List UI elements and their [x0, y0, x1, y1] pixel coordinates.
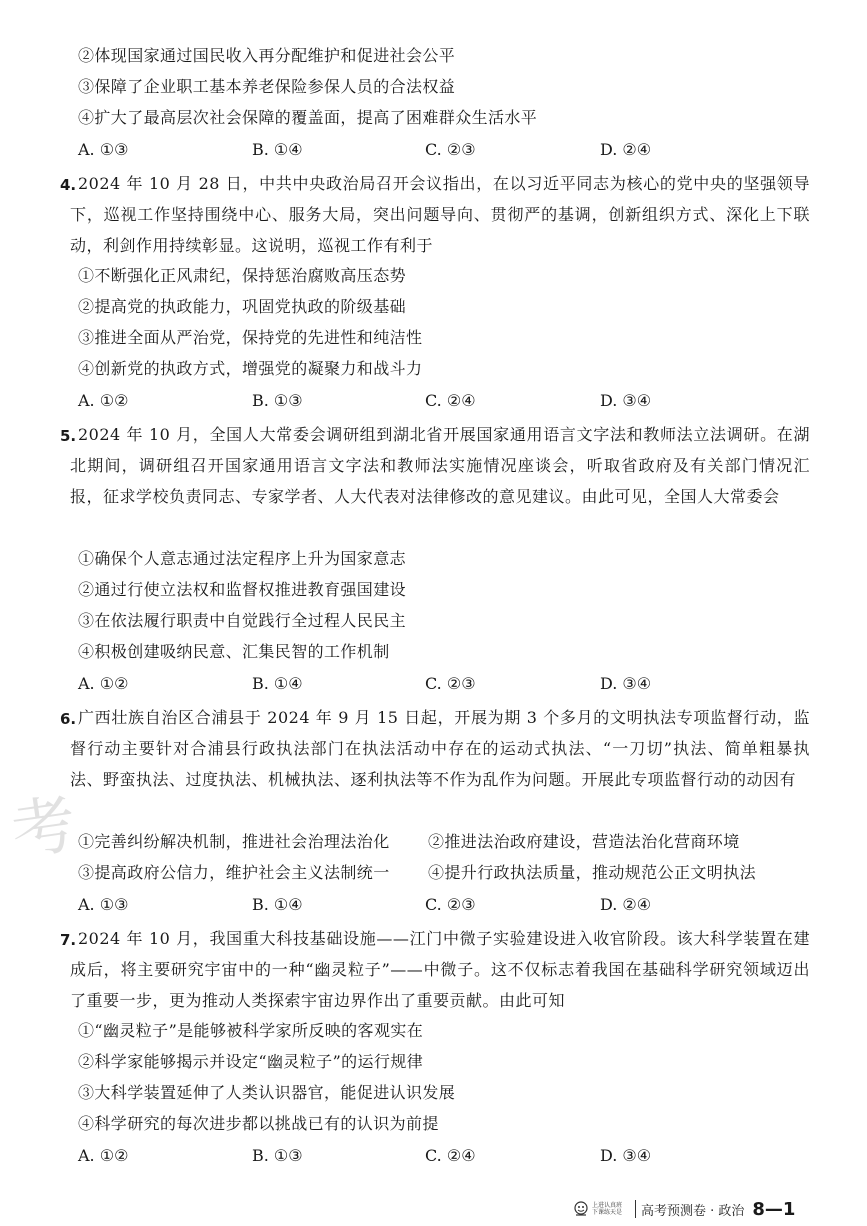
q6-answer-a: A. ①③	[78, 895, 129, 914]
page-footer	[572, 1196, 795, 1222]
q7-option-3: ③大科学装置延伸了人类认识器官，能促进认识发展	[78, 1083, 456, 1102]
q6-answer-b: B. ①④	[252, 895, 303, 914]
q6-option-3: ③提高政府公信力，维护社会主义法制统一	[78, 863, 390, 882]
footer-title: 高考预测卷 · 政治	[641, 1203, 745, 1219]
q4-answer-d: D. ③④	[600, 391, 652, 410]
q4-answer-a: A. ①②	[78, 391, 129, 410]
q7-option-2: ②科学家能够揭示并设定“幽灵粒子”的运行规律	[78, 1052, 424, 1071]
q7-number: 7.	[60, 931, 77, 949]
q4-answer-b: B. ①③	[252, 391, 303, 410]
q4-option-2: ②提高党的执政能力，巩固党执政的阶级基础	[78, 297, 407, 316]
q3-option-3: ③保障了企业职工基本养老保险参保人员的合法权益	[78, 77, 456, 96]
q3-answer-d: D. ②④	[600, 140, 652, 159]
q7-option-1: ①“幽灵粒子”是能够被科学家所反映的客观实在	[78, 1021, 424, 1040]
logo-line-2: 下课练天是	[592, 1209, 623, 1216]
publisher-logo	[572, 1198, 630, 1220]
mascot-icon	[572, 1200, 590, 1218]
q7-answer-d: D. ③④	[600, 1146, 652, 1165]
q7-answer-a: A. ①②	[78, 1146, 129, 1165]
q3-option-4: ④扩大了最高层次社会保障的覆盖面，提高了困难群众生活水平	[78, 108, 538, 127]
q7-stem: 2024 年 10 月，我国重大科技基础设施——江门中微子实验建设进入收官阶段。该大科学装置在建成后，将主要研究宇宙中的一种“幽灵粒子”——中微子。这不仅标志着我国在基础科学研究领域迈出了重要一步，更为推动人类探索宇宙边界作出了重要贡献。由此可知	[70, 929, 810, 1010]
q7-answer-b: B. ①③	[252, 1146, 303, 1165]
q5-number: 5.	[60, 427, 77, 445]
q5-answer-a: A. ①②	[78, 674, 129, 693]
q3-answer-b: B. ①④	[252, 140, 303, 159]
q6-option-4: ④提升行政执法质量，推动规范公正文明执法	[428, 863, 757, 882]
q7-answer-c: C. ②④	[425, 1146, 476, 1165]
q5-option-4: ④积极创建吸纳民意、汇集民智的工作机制	[78, 642, 390, 661]
watermark-stamp: 考	[7, 788, 75, 870]
q6-option-2: ②推进法治政府建设，营造法治化营商环境	[428, 832, 740, 851]
q6-stem: 广西壮族自治区合浦县于 2024 年 9 月 15 日起，开展为期 3 个多月的文明执法专项监督行动，监督行动主要针对合浦县行政执法部门在执法活动中存在的运动式执法、“一刀切”执法、简单粗暴执法、野蛮执法、过度执法、机械执法、逐利执法等不作为乱作为问题。开展此专项监督行动的动因有	[70, 708, 810, 789]
footer-divider	[635, 1200, 636, 1218]
q3-option-2: ②体现国家通过国民收入再分配维护和促进社会公平	[78, 46, 456, 65]
q4-answer-c: C. ②④	[425, 391, 476, 410]
q7-option-4: ④科学研究的每次进步都以挑战已有的认识为前提	[78, 1114, 439, 1133]
q5-option-3: ③在依法履行职责中自觉践行全过程人民民主	[78, 611, 407, 630]
q5-answer-d: D. ③④	[600, 674, 652, 693]
q5-option-1: ①确保个人意志通过法定程序上升为国家意志	[78, 549, 407, 568]
q5-answer-c: C. ②③	[425, 674, 476, 693]
q6-number: 6.	[60, 710, 77, 728]
q3-answer-a: A. ①③	[78, 140, 129, 159]
q5-stem: 2024 年 10 月，全国人大常委会调研组到湖北省开展国家通用语言文字法和教师法立法调研。在湖北期间，调研组召开国家通用语言文字法和教师法实施情况座谈会，听取省政府及有关部门情况汇报，征求学校负责同志、专家学者、人大代表对法律修改的意见建议。由此可见，全国人大常委会	[70, 425, 810, 506]
page-number: 8—1	[752, 1198, 796, 1220]
q3-answer-c: C. ②③	[425, 140, 476, 159]
q4-stem: 2024 年 10 月 28 日，中共中央政治局召开会议指出，在以习近平同志为核心的党中央的坚强领导下，巡视工作坚持围绕中心、服务大局，突出问题导向、贯彻严的基调，创新组织方式、深化上下联动，利剑作用持续彰显。这说明，巡视工作有利于	[70, 174, 810, 255]
q4-option-4: ④创新党的执政方式，增强党的凝聚力和战斗力	[78, 359, 423, 378]
q5-answer-b: B. ①④	[252, 674, 303, 693]
q4-option-1: ①不断强化正风肃纪，保持惩治腐败高压态势	[78, 266, 407, 285]
q5-option-2: ②通过行使立法权和监督权推进教育强国建设	[78, 580, 407, 599]
q6-answer-c: C. ②③	[425, 895, 476, 914]
q6-answer-d: D. ②④	[600, 895, 652, 914]
q6-option-1: ①完善纠纷解决机制，推进社会治理法治化	[78, 832, 390, 851]
q4-number: 4.	[60, 176, 77, 194]
logo-line-1: 上进认真班	[592, 1202, 623, 1209]
q4-option-3: ③推进全面从严治党，保持党的先进性和纯洁性	[78, 328, 423, 347]
